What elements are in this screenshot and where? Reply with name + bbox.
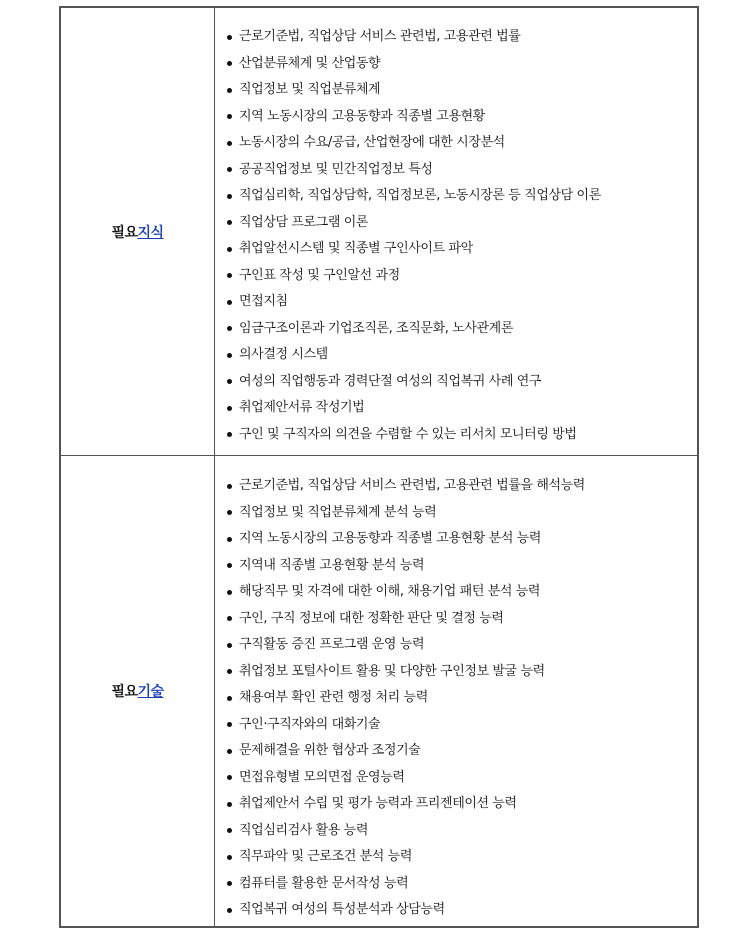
list-item xyxy=(227,871,693,898)
skill-label-link[interactable]: 기술 xyxy=(137,683,164,700)
skill-label xyxy=(111,681,163,701)
list-item xyxy=(227,659,693,686)
list-item xyxy=(227,24,693,51)
knowledge-label-link[interactable]: 지식 xyxy=(137,224,164,241)
skill-item-text: 구인, 구직 정보에 대한 정확한 판단 및 결정 능력 xyxy=(239,610,504,626)
list-item xyxy=(227,553,693,580)
skill-label-prefix: 필요 xyxy=(111,683,138,700)
bullet-icon xyxy=(227,855,232,860)
knowledge-item-text: 직업심리학, 직업상담학, 직업정보론, 노동시장론 등 직업상담 이론 xyxy=(239,188,601,203)
bullet-icon xyxy=(227,273,232,278)
list-item xyxy=(227,263,693,290)
competency-table xyxy=(59,6,699,928)
list-item xyxy=(227,210,693,237)
bullet-icon xyxy=(227,432,232,437)
list-item xyxy=(227,342,693,369)
list-item xyxy=(227,289,693,316)
bullet-icon xyxy=(227,35,232,40)
list-item xyxy=(227,500,693,527)
bullet-icon xyxy=(227,643,232,648)
knowledge-item-text: 근로기준법, 직업상담 서비스 관련법, 고용관련 법률 xyxy=(239,29,521,44)
skill-item-text: 문제해결을 위한 협상과 조정기술 xyxy=(239,743,421,758)
bullet-icon xyxy=(227,722,232,727)
knowledge-item-text: 구인표 작성 및 구인알선 과정 xyxy=(239,267,400,283)
knowledge-label-prefix: 필요 xyxy=(111,224,138,241)
knowledge-label xyxy=(111,222,163,242)
skill-item-text: 구인·구직자와의 대화기술 xyxy=(239,716,381,732)
knowledge-item-text: 의사결정 시스템 xyxy=(239,347,328,362)
skill-item-text: 취업제안서 수립 및 평가 능력과 프리젠테이션 능력 xyxy=(239,796,517,811)
list-item xyxy=(227,104,693,131)
bullet-icon xyxy=(227,590,232,595)
knowledge-item-text: 직업상담 프로그램 이론 xyxy=(239,214,369,230)
skill-item-text: 구직활동 증진 프로그램 운영 능력 xyxy=(239,637,425,652)
knowledge-item-text: 면접지침 xyxy=(239,294,288,309)
skill-item-text: 취업정보 포털사이트 활용 및 다양한 구인정보 발굴 능력 xyxy=(239,663,545,679)
knowledge-item-text: 공공직업정보 및 민간직업정보 특성 xyxy=(239,161,433,177)
bullet-icon xyxy=(227,669,232,674)
list-item xyxy=(227,183,693,210)
knowledge-item-text: 취업알선시스템 및 직종별 구인사이트 파악 xyxy=(239,241,473,256)
bullet-icon xyxy=(227,908,232,913)
list-item xyxy=(227,844,693,871)
bullet-icon xyxy=(227,775,232,780)
skill-item-text: 지역 노동시장의 고용동향과 직종별 고용현황 분석 능력 xyxy=(239,531,542,546)
skill-item-text: 컴퓨터를 활용한 문서작성 능력 xyxy=(239,875,409,891)
list-item xyxy=(227,157,693,184)
skill-item-text: 지역내 직종별 고용현황 분석 능력 xyxy=(239,557,425,573)
bullet-icon xyxy=(227,61,232,66)
bullet-icon xyxy=(227,353,232,358)
list-item xyxy=(227,897,693,924)
list-item xyxy=(227,77,693,104)
knowledge-item-text: 지역 노동시장의 고용동향과 직종별 고용현황 xyxy=(239,108,485,124)
list-item xyxy=(227,236,693,263)
skill-item-text: 직업정보 및 직업분류체계 분석 능력 xyxy=(239,504,437,520)
bullet-icon xyxy=(227,167,232,172)
knowledge-item-text: 임금구조이론과 기업조직론, 조직문화, 노사관계론 xyxy=(239,320,513,336)
knowledge-row xyxy=(61,8,697,456)
list-item xyxy=(227,712,693,739)
bullet-icon xyxy=(227,749,232,754)
list-item xyxy=(227,316,693,343)
bullet-icon xyxy=(227,537,232,542)
list-item xyxy=(227,422,693,449)
skill-list xyxy=(227,473,693,924)
skill-item-text: 직업심리검사 활용 능력 xyxy=(239,822,369,838)
skill-item-text: 근로기준법, 직업상담 서비스 관련법, 고용관련 법률을 해석능력 xyxy=(239,478,585,493)
bullet-icon xyxy=(227,510,232,515)
knowledge-item-text: 직업정보 및 직업분류체계 xyxy=(239,82,381,97)
knowledge-list xyxy=(227,24,693,448)
bullet-icon xyxy=(227,828,232,833)
skill-item-text: 채용여부 확인 관련 행정 처리 능력 xyxy=(239,690,428,705)
list-item xyxy=(227,579,693,606)
list-item xyxy=(227,526,693,553)
knowledge-items-cell xyxy=(215,8,697,455)
bullet-icon xyxy=(227,563,232,568)
bullet-icon xyxy=(227,616,232,621)
skill-items-cell xyxy=(215,455,697,926)
list-item xyxy=(227,369,693,396)
bullet-icon xyxy=(227,696,232,701)
list-item xyxy=(227,765,693,792)
knowledge-item-text: 여성의 직업행동과 경력단절 여성의 직업복귀 사례 연구 xyxy=(239,373,542,389)
list-item xyxy=(227,791,693,818)
list-item xyxy=(227,818,693,845)
bullet-icon xyxy=(227,220,232,225)
list-item xyxy=(227,130,693,157)
skill-item-text: 직무파악 및 근로조건 분석 능력 xyxy=(239,849,412,864)
bullet-icon xyxy=(227,406,232,411)
list-item xyxy=(227,395,693,422)
bullet-icon xyxy=(227,114,232,119)
list-item xyxy=(227,685,693,712)
list-item xyxy=(227,606,693,633)
list-item xyxy=(227,632,693,659)
bullet-icon xyxy=(227,379,232,384)
bullet-icon xyxy=(227,326,232,331)
bullet-icon xyxy=(227,194,232,199)
knowledge-item-text: 구인 및 구직자의 의견을 수렴할 수 있는 리서치 모니터링 방법 xyxy=(239,426,577,442)
knowledge-item-text: 산업분류체계 및 산업동향 xyxy=(239,55,381,71)
skill-item-text: 면접유형별 모의면접 운영능력 xyxy=(239,769,405,785)
skill-item-text: 직업복귀 여성의 특성분석과 상담능력 xyxy=(239,902,445,917)
skill-item-text: 해당직무 및 자격에 대한 이해, 채용기업 패턴 분석 능력 xyxy=(239,584,541,599)
knowledge-label-cell xyxy=(61,8,215,455)
skill-label-cell xyxy=(61,455,215,926)
bullet-icon xyxy=(227,881,232,886)
knowledge-item-text: 노동시장의 수요/공급, 산업현장에 대한 시장분석 xyxy=(239,135,505,150)
bullet-icon xyxy=(227,247,232,252)
bullet-icon xyxy=(227,484,232,489)
knowledge-item-text: 취업제안서류 작성기법 xyxy=(239,400,365,415)
list-item xyxy=(227,473,693,500)
list-item xyxy=(227,51,693,78)
list-item xyxy=(227,738,693,765)
bullet-icon xyxy=(227,141,232,146)
bullet-icon xyxy=(227,802,232,807)
skill-row xyxy=(61,455,697,926)
bullet-icon xyxy=(227,88,232,93)
bullet-icon xyxy=(227,300,232,305)
